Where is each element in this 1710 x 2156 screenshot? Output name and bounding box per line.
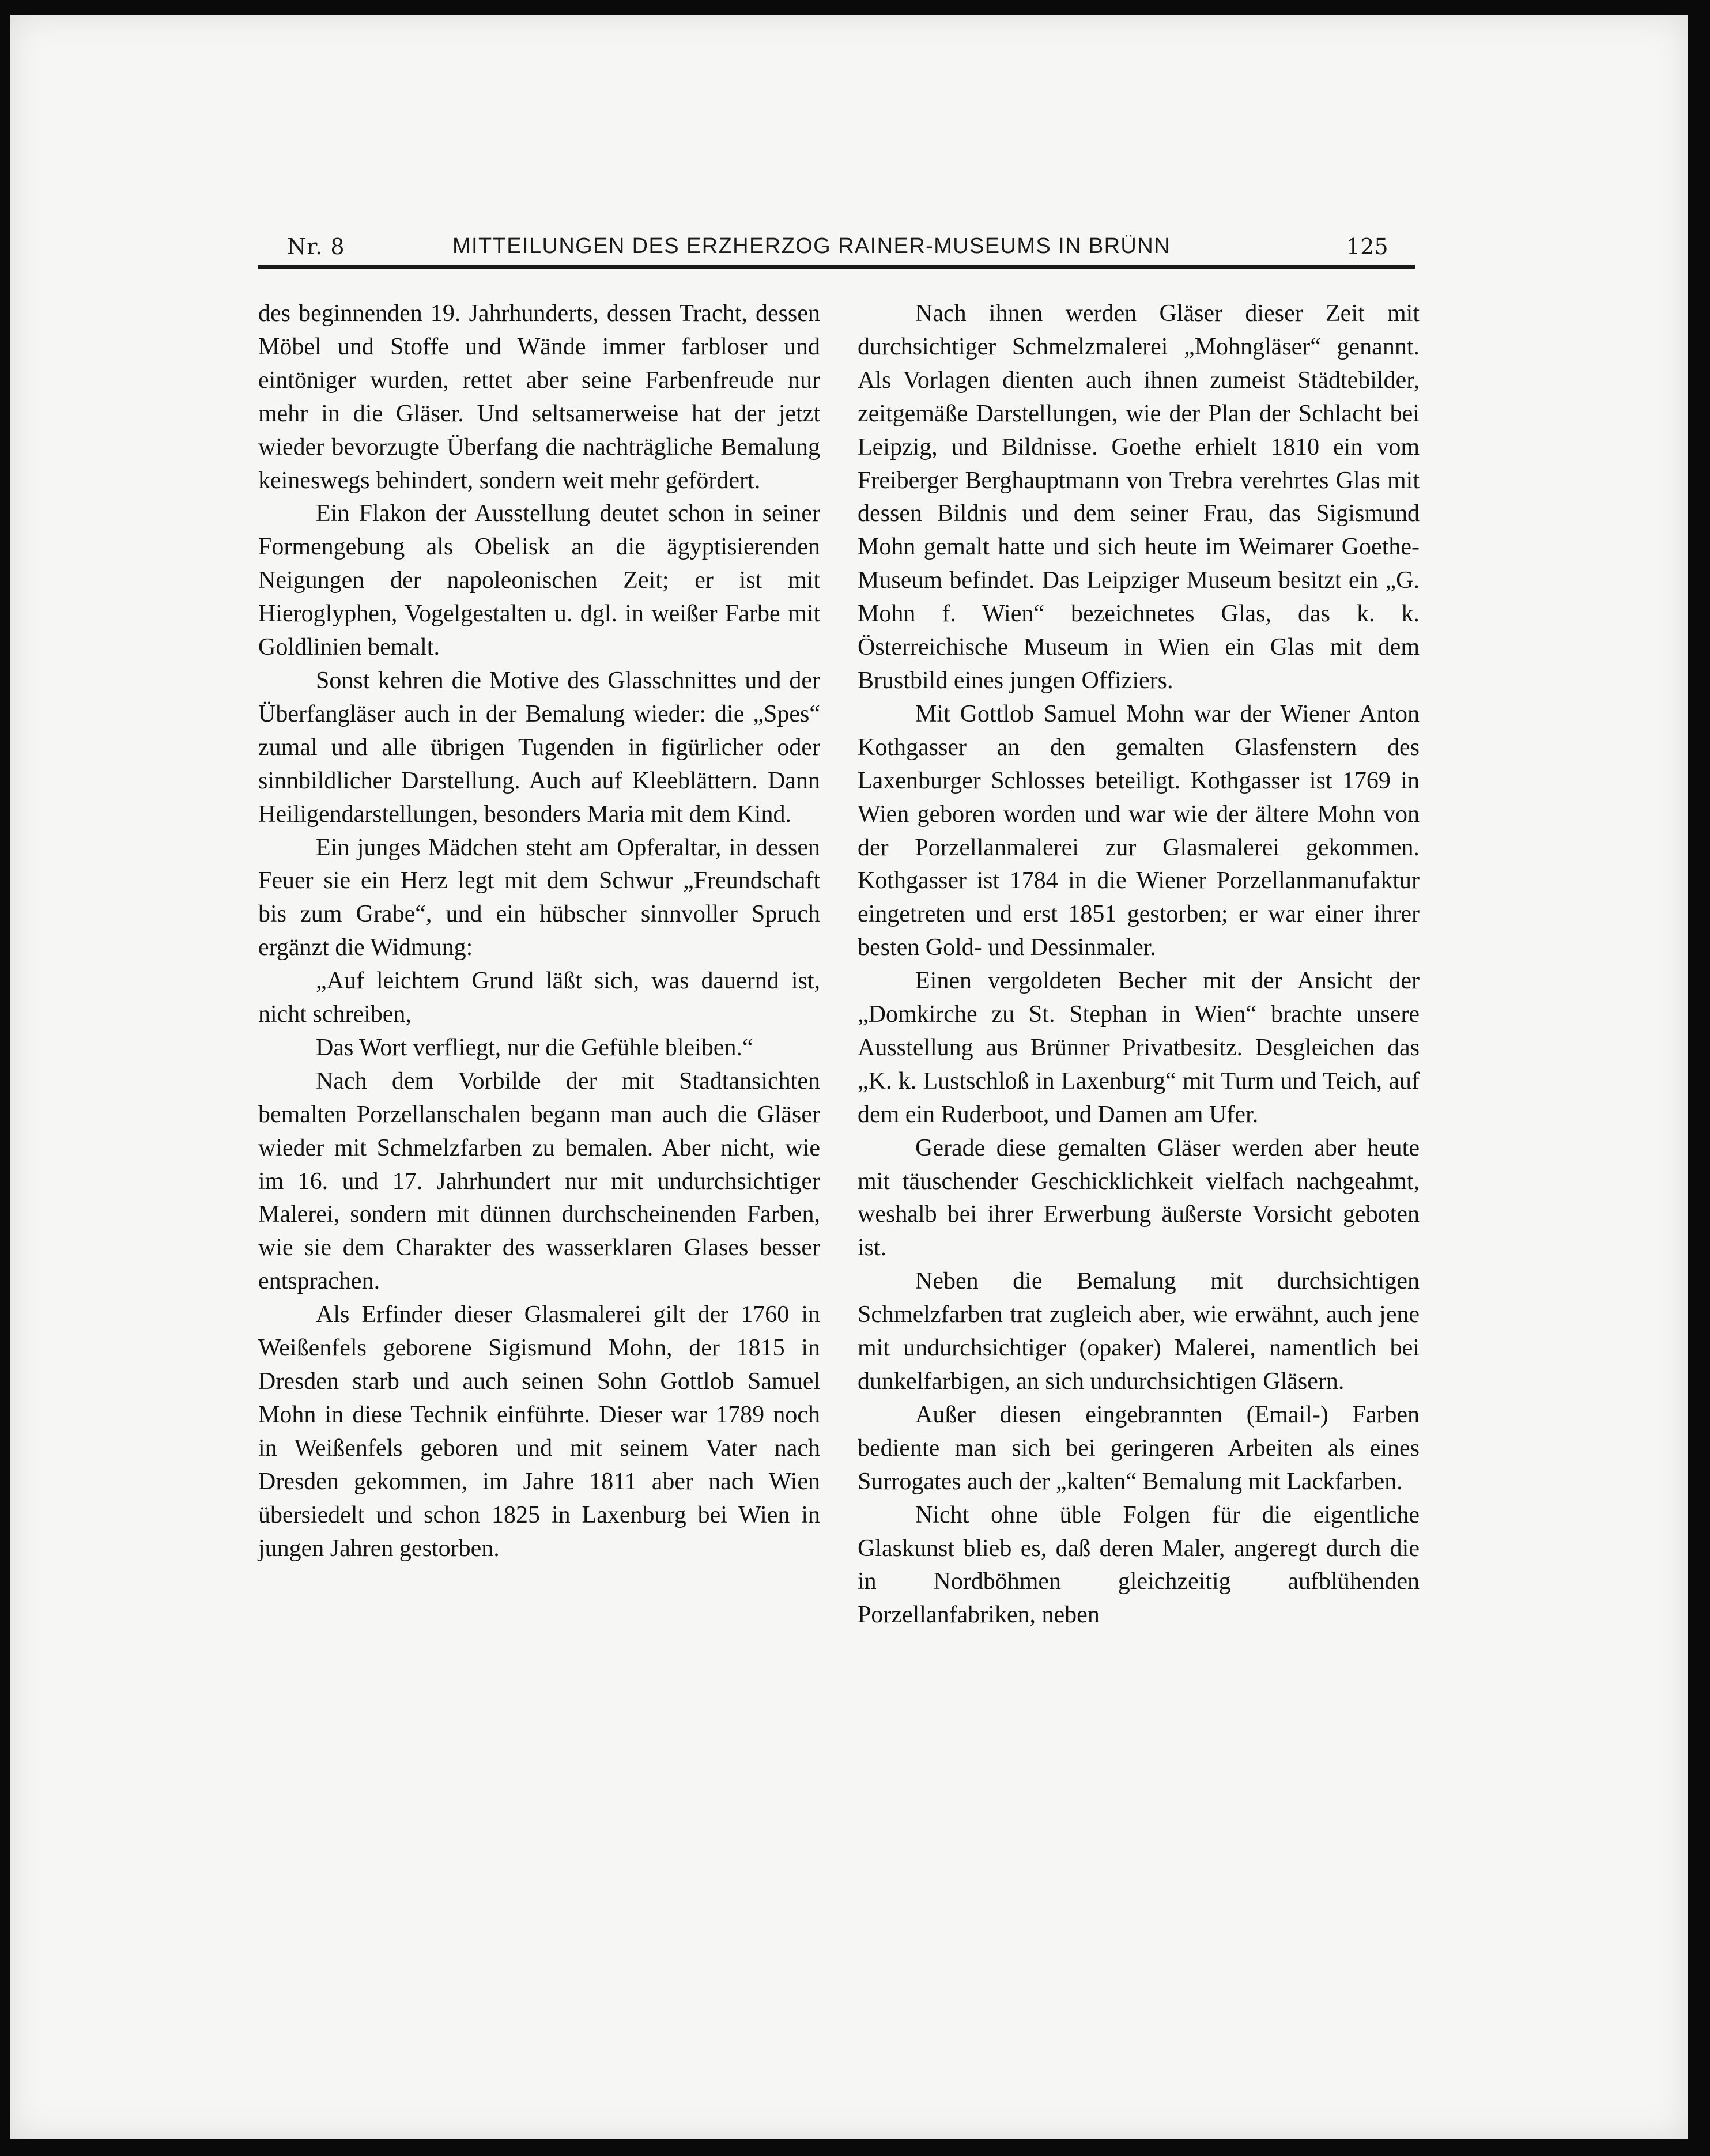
paragraph: Neben die Bemalung mit durchsichtigen Schmelzfarben trat zugleich aber, wie erwähnt, auch jene mit undurchsichtiger (opaker) Malerei, namentlich bei dunkelfarbigen, an sich undurchsichtigen Gläsern. — [858, 1268, 1420, 1395]
issue-number: Nr. 8 — [287, 234, 345, 259]
paragraph: Sonst kehren die Motive des Glasschnittes und der Überfangläser auch in der Bemalung wieder: die „Spes“ zumal und alle übrigen Tugenden in figürlicher oder sinnbildlicher Darstellung. Auch auf Kleeblättern. Dann Heiligendarstellungen, besonders Maria mit dem Kind. — [258, 667, 820, 828]
journal-title: MITTEILUNGEN DES ERZHERZOG RAINER-MUSEUMS IN BRÜNN — [452, 234, 1171, 258]
verse-line: Das Wort verfliegt, nur die Gefühle bleiben.“ — [316, 1034, 753, 1061]
header-rule — [258, 265, 1415, 269]
paragraph: Ein junges Mädchen steht am Opferaltar, in dessen Feuer sie ein Herz legt mit dem Schwur „Freundschaft bis zum Grabe“, und ein hübscher sinnvoller Spruch ergänzt die Widmung: — [258, 834, 820, 961]
paragraph: des beginnenden 19. Jahrhunderts, dessen Tracht, dessen Möbel und Stoffe und Wände immer farbloser und eintöniger wurden, rettet aber seine Farbenfreude nur mehr in die Gläser. Und seltsamerweise hat der jetzt wieder bevorzugte Überfang die nachträgliche Bemalung keineswegs behindert, sondern weit mehr gefördert. — [258, 300, 820, 494]
right-column — [858, 297, 1420, 1632]
page-number: 125 — [1346, 234, 1388, 259]
paragraph: Als Erfinder dieser Glasmalerei gilt der 1760 in Weißenfels geborene Sigismund Mohn, der 1815 in Dresden starb und auch seinen Sohn Gottlob Samuel Mohn in diese Technik einführte. Dieser war 1789 noch in Weißenfels geboren und mit seinem Vater nach Dresden gekommen, im Jahre 1811 aber nach Wien übersiedelt und schon 1825 in Laxenburg bei Wien in jungen Jahren gestorben. — [258, 1301, 820, 1562]
document-page — [10, 15, 1688, 2139]
paragraph: Nach dem Vorbilde der mit Stadtansichten bemalten Porzellanschalen begann man auch die Gläser wieder mit Schmelzfarben zu bemalen. Aber nicht, wie im 16. und 17. Jahrhundert nur mit undurchsichtiger Malerei, sondern mit dünnen durchscheinenden Farben, wie sie dem Charakter des wasserklaren Glases besser entsprachen. — [258, 1067, 820, 1295]
paragraph: Mit Gottlob Samuel Mohn war der Wiener Anton Kothgasser an den gemalten Glasfenstern des Laxenburger Schlosses beteiligt. Kothgasser ist 1769 in Wien geboren worden und war wie der ältere Mohn von der Porzellanmalerei zur Glasmalerei gekommen. Kothgasser ist 1784 in die Wiener Porzellanmanufaktur eingetreten und erst 1851 gestorben; er war einer ihrer besten Gold- und Dessinmaler. — [858, 700, 1420, 961]
paragraph: Außer diesen eingebrannten (Email-) Farben bediente man sich bei geringeren Arbeiten als eines Surrogates auch der „kalten“ Bemalung mit Lackfarben. — [858, 1401, 1420, 1495]
paragraph: Ein Flakon der Ausstellung deutet schon in seiner Formengebung als Obelisk an die ägyptisierenden Neigungen der napoleonischen Zeit; er ist mit Hieroglyphen, Vogelgestalten u. dgl. in weißer Farbe mit Goldlinien bemalt. — [258, 500, 820, 661]
paragraph: Nicht ohne üble Folgen für die eigentliche Glaskunst blieb es, daß deren Maler, angeregt durch die in Nordböhmen gleichzeitig aufblühenden Porzellanfabriken, neben — [858, 1501, 1420, 1629]
verse-line: „Auf leichtem Grund läßt sich, was dauernd ist, nicht schreiben, — [258, 968, 820, 1028]
left-column — [258, 297, 820, 1565]
paragraph: Nach ihnen werden Gläser dieser Zeit mit durchsichtiger Schmelzmalerei „Mohngläser“ genannt. Als Vorlagen dienten auch ihnen zumeist Städtebilder, zeitgemäße Darstellungen, wie der Plan der Schlacht bei Leipzig, und Bildnisse. Goethe erhielt 1810 ein vom Freiberger Berghauptmann von Trebra verehrtes Glas mit dessen Bildnis und dem seiner Frau, das Sigismund Mohn gemalt hatte und sich heute im Weimarer Goethe-Museum befindet. Das Leipziger Museum besitzt ein „G. Mohn f. Wien“ bezeichnetes Glas, das k. k. Österreichische Museum in Wien ein Glas mit dem Brustbild eines jungen Offiziers. — [858, 300, 1420, 694]
running-header — [258, 211, 1415, 280]
paragraph: Einen vergoldeten Becher mit der Ansicht der „Domkirche zu St. Stephan in Wien“ brachte unsere Ausstellung aus Brünner Privatbesitz. Desgleichen das „K. k. Lustschloß in Laxenburg“ mit Turm und Teich, auf dem ein Ruderboot, und Damen am Ufer. — [858, 968, 1420, 1128]
paragraph: Gerade diese gemalten Gläser werden aber heute mit täuschender Geschicklichkeit vielfach nachgeahmt, weshalb bei ihrer Erwerbung äußerste Vorsicht geboten ist. — [858, 1134, 1420, 1262]
